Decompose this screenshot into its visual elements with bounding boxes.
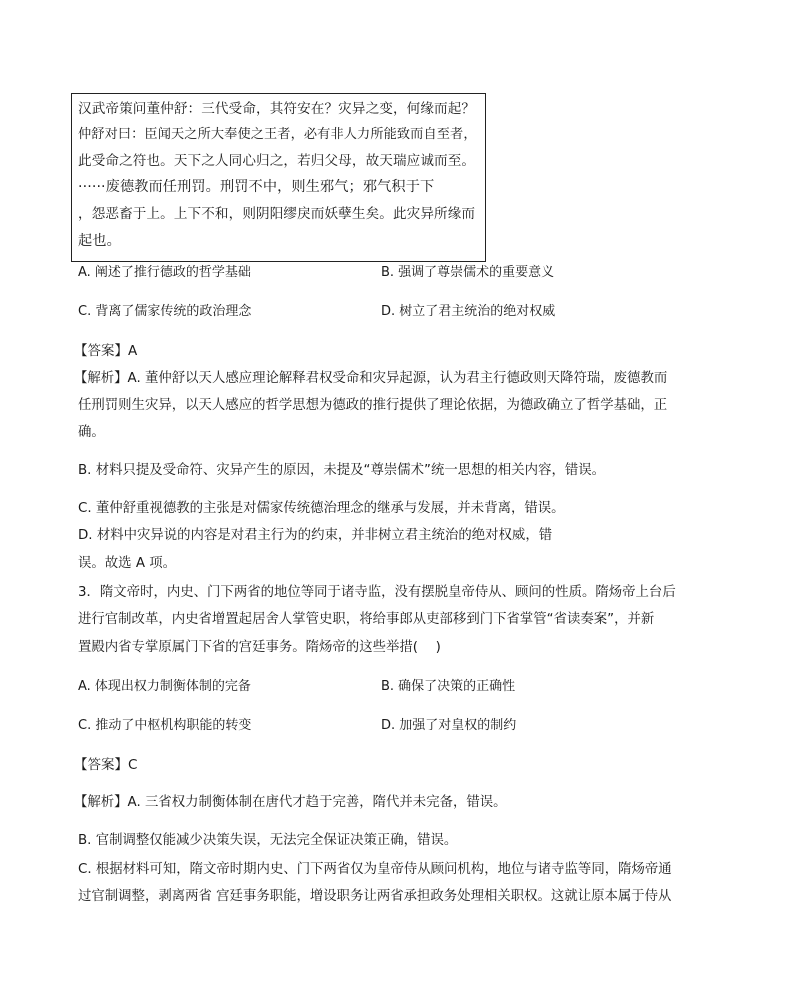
option-d: D. 加强了对皇权的制约 bbox=[381, 718, 517, 733]
analysis-line: B. 官制调整仅能减少决策失误，无法完全保证决策正确，错误。 bbox=[78, 833, 458, 848]
option-b: B. 确保了决策的正确性 bbox=[381, 679, 516, 694]
quote-box bbox=[71, 93, 486, 262]
question-stem-line: 置殿内省专掌原属门下省的宫廷事务。隋炀帝的这些举措( ) bbox=[78, 640, 441, 655]
analysis-line: B. 材料只提及受命符、灾异产生的原因，未提及“尊崇儒术”统一思想的相关内容，错误。 bbox=[78, 463, 606, 478]
quote-line: 起也。 bbox=[78, 233, 121, 249]
question-stem-line: 进行官制改革，内史省增置起居舍人掌管史职，将给事郎从吏部移到门下省掌管“省读奏案”，并新 bbox=[78, 612, 655, 627]
analysis-line: C. 根据材料可知，隋文帝时期内史、门下两省仅为皇帝侍从顾问机构，地位与诸寺监等同，隋炀帝通 bbox=[78, 862, 672, 877]
quote-line: ，怨恶畜于上。上下不和，则阴阳缪戾而妖孽生矣。此灾异所缘而 bbox=[78, 206, 476, 222]
analysis-line: 确。 bbox=[78, 425, 105, 440]
answer-label: 【答案】A bbox=[74, 343, 138, 359]
quote-line: 汉武帝策问董仲舒：三代受命，其符安在？灾异之变，何缘而起？ bbox=[78, 101, 476, 117]
analysis-line: C. 董仲舒重视德教的主张是对儒家传统德治理念的继承与发展，并未背离，错误。 bbox=[78, 501, 565, 516]
option-a: A. 体现出权力制衡体制的完备 bbox=[78, 679, 251, 694]
quote-line: 仲舒对曰：臣闻天之所大奉使之王者，必有非人力所能致而自至者， bbox=[78, 127, 477, 142]
question-stem-line: 3．隋文帝时，内史、门下两省的地位等同于诸寺监，没有摆脱皇帝侍从、顾问的性质。隋炀帝上台后 bbox=[78, 585, 676, 600]
analysis-line: D. 材料中灾异说的内容是对君主行为的约束，并非树立君主统治的绝对权威，错 bbox=[78, 528, 553, 543]
analysis-line: 【解析】A. 三省权力制衡体制在唐代才趋于完善，隋代并未完备，错误。 bbox=[74, 795, 507, 810]
analysis-line: 任刑罚则生灾异，以天人感应的哲学思想为德政的推行提供了理论依据，为德政确立了哲学基础，正 bbox=[78, 398, 668, 413]
option-c: C. 推动了中枢机构职能的转变 bbox=[78, 718, 252, 733]
analysis-line: 过官制调整，剥离两省 宫廷事务职能，增设职务让两省承担政务处理相关职权。这就让原本属于侍从 bbox=[78, 889, 672, 904]
option-a: A. 阐述了推行德政的哲学基础 bbox=[78, 265, 251, 280]
analysis-line: 误。故选 A 项。 bbox=[78, 556, 177, 571]
option-d: D. 树立了君主统治的绝对权威 bbox=[381, 304, 556, 319]
quote-line: ······废德教而任刑罚。刑罚不中，则生邪气；邪气积于下 bbox=[78, 179, 435, 195]
quote-line: 此受命之符也。天下之人同心归之，若归父母，故天瑞应诚而至。 bbox=[78, 153, 476, 169]
option-b: B. 强调了尊崇儒术的重要意义 bbox=[381, 265, 555, 280]
option-c: C. 背离了儒家传统的政治理念 bbox=[78, 304, 252, 319]
analysis-line: 【解析】A. 董仲舒以天人感应理论解释君权受命和灾异起源，认为君主行德政则天降符瑞，废德教而 bbox=[74, 371, 668, 386]
answer-label: 【答案】C bbox=[74, 757, 138, 773]
